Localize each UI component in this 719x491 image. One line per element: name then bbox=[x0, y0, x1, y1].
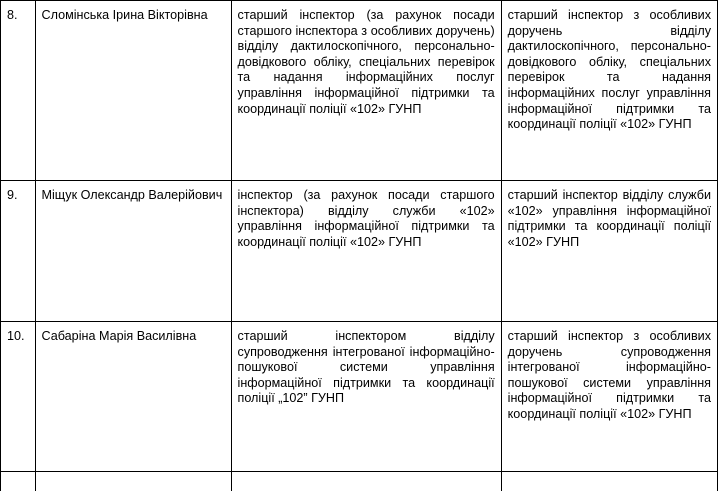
table-row bbox=[1, 181, 718, 322]
row-number: 8. bbox=[1, 1, 36, 181]
table-cell bbox=[501, 472, 717, 491]
employee-name: Сабаріна Марія Василівна bbox=[35, 322, 231, 472]
new-position: старший інспектор з особливих доручень відділу дактилоскопічного, персонально-довідкового обліку, спеціальних перевірок та надання інформаційних послуг управління інформаційної підтримки та координації поліції «102» ГУНП bbox=[501, 1, 717, 181]
employee-name: Сломінська Ірина Вікторівна bbox=[35, 1, 231, 181]
current-position: старший інспектор (за рахунок посади старшого інспектора з особливих доручень) відділу дактилоскопічного, персонально-довідкового обліку, спеціальних перевірок та надання інформаційних послуг управління інформаційної підтримки та координації поліції «102» ГУНП bbox=[231, 1, 501, 181]
row-number: 10. bbox=[1, 322, 36, 472]
employee-name: Міщук Олександр Валерійович bbox=[35, 181, 231, 322]
new-position: старший інспектор з особливих доручень супроводження інтегрованої інформаційно-пошукової системи управління інформаційної підтримки та координації поліції «102» ГУНП bbox=[501, 322, 717, 472]
table-row bbox=[1, 1, 718, 181]
table-cell bbox=[231, 472, 501, 491]
new-position: старший інспектор відділу служби «102» управління інформаційної підтримки та координації поліції «102» ГУНП bbox=[501, 181, 717, 322]
row-number: 9. bbox=[1, 181, 36, 322]
table-row bbox=[1, 472, 718, 491]
table-cell bbox=[1, 472, 36, 491]
current-position: старший інспектором відділу супроводження інтегрованої інформаційно-пошукової системи управління інформаційної підтримки та координації поліції „102” ГУНП bbox=[231, 322, 501, 472]
table-cell bbox=[35, 472, 231, 491]
table-row bbox=[1, 322, 718, 472]
current-position: інспектор (за рахунок посади старшого інспектора) відділу служби «102» управління інформаційної підтримки та координації поліції «102» ГУНП bbox=[231, 181, 501, 322]
